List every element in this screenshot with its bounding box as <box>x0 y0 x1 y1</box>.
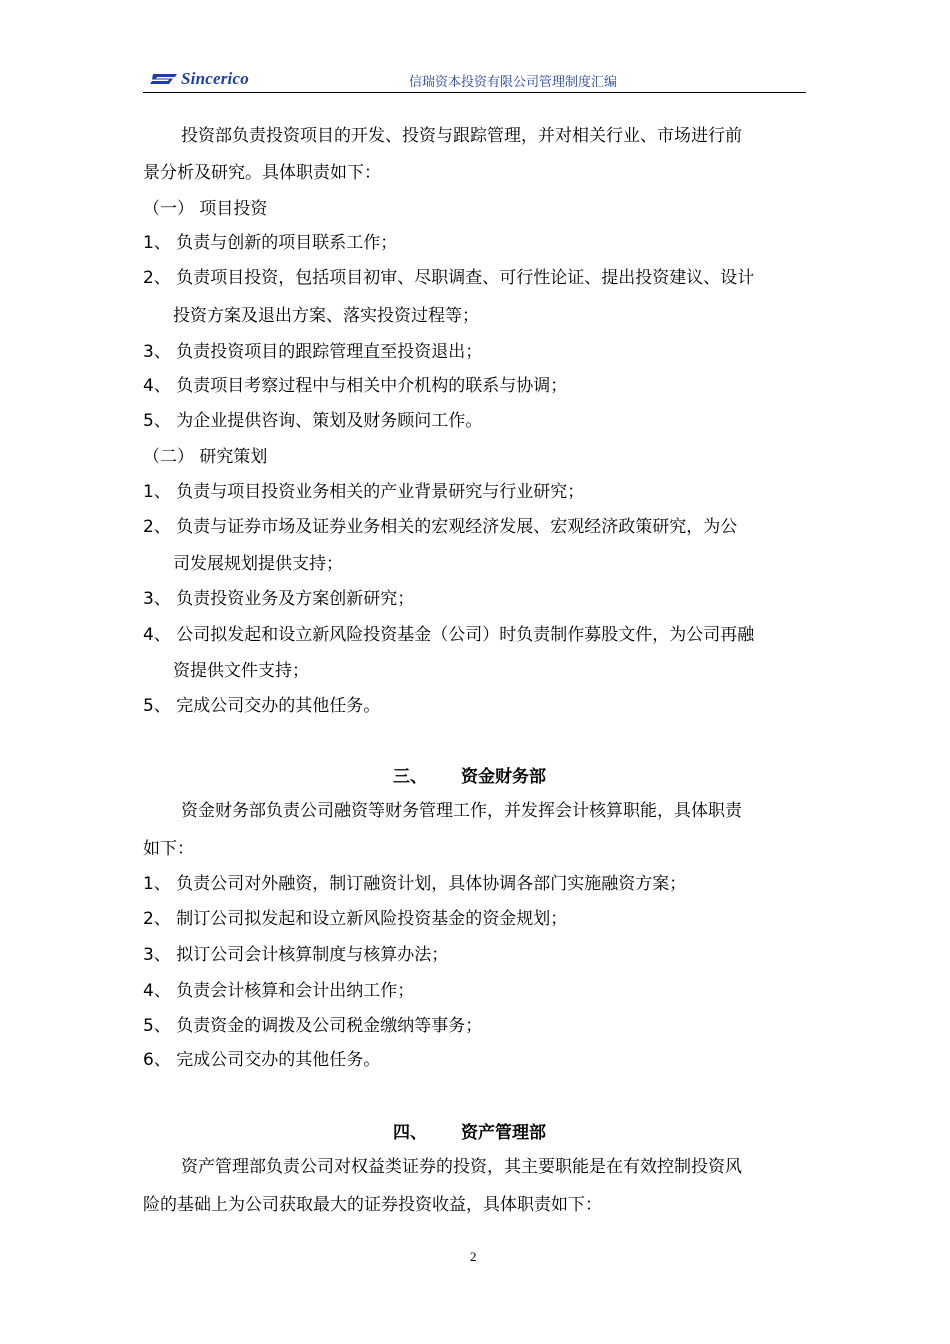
list-item: 3、 负责投资项目的跟踪管理直至投资退出； <box>143 342 483 362</box>
list-item: 4、 公司拟发起和设立新风险投资基金（公司）时负责制作募股文件，为公司再融 <box>143 625 755 645</box>
logo-text: Sincerico <box>181 69 249 88</box>
list-item-continuation: 资提供文件支持； <box>173 661 309 681</box>
section-title: 资金财务部 <box>461 767 546 787</box>
section-title: 资产管理部 <box>461 1123 546 1143</box>
company-logo <box>149 68 249 90</box>
header-title: 信瑞资本投资有限公司管理制度汇编 <box>409 75 618 90</box>
list-item: 1、 负责与项目投资业务相关的产业背景研究与行业研究； <box>143 482 585 502</box>
section-number: 四、 <box>393 1123 427 1143</box>
subheading: （一） 项目投资 <box>143 199 268 219</box>
list-item: 3、 负责投资业务及方案创新研究； <box>143 589 415 609</box>
page-number: 2 <box>470 1249 477 1264</box>
paragraph-line: 资金财务部负责公司融资等财务管理工作，并发挥会计核算职能，具体职责 <box>181 801 742 821</box>
section-heading <box>393 766 546 788</box>
list-item-continuation: 司发展规划提供支持； <box>173 554 343 574</box>
paragraph-line: 险的基础上为公司获取最大的证券投资收益，具体职责如下： <box>143 1195 602 1215</box>
paragraph-line: 如下： <box>143 839 194 859</box>
section-heading <box>393 1122 546 1144</box>
list-item: 1、 负责与创新的项目联系工作； <box>143 233 398 253</box>
list-item: 5、 为企业提供咨询、策划及财务顾问工作。 <box>143 411 483 431</box>
list-item: 5、 负责资金的调拨及公司税金缴纳等事务； <box>143 1016 483 1036</box>
list-item: 3、 拟订公司会计核算制度与核算办法； <box>143 945 449 965</box>
page-header <box>143 66 806 93</box>
paragraph-line: 投资部负责投资项目的开发、投资与跟踪管理，并对相关行业、市场进行前 <box>181 126 742 146</box>
paragraph-line: 景分析及研究。具体职责如下： <box>143 163 381 183</box>
list-item: 2、 负责项目投资，包括项目初审、尽职调查、可行性论证、提出投资建议、设计 <box>143 268 755 288</box>
subheading: （二） 研究策划 <box>143 447 268 467</box>
list-item: 5、 完成公司交办的其他任务。 <box>143 696 381 716</box>
list-item-continuation: 投资方案及退出方案、落实投资过程等； <box>173 306 479 326</box>
section-number: 三、 <box>393 767 427 787</box>
list-item: 4、 负责会计核算和会计出纳工作； <box>143 981 415 1001</box>
list-item: 2、 负责与证券市场及证券业务相关的宏观经济发展、宏观经济政策研究，为公 <box>143 517 738 537</box>
list-item: 2、 制订公司拟发起和设立新风险投资基金的资金规划； <box>143 909 568 929</box>
paragraph-line: 资产管理部负责公司对权益类证券的投资，其主要职能是在有效控制投资风 <box>181 1157 742 1177</box>
list-item: 1、 负责公司对外融资，制订融资计划，具体协调各部门实施融资方案； <box>143 874 687 894</box>
logo-mark-icon <box>149 72 179 86</box>
list-item: 6、 完成公司交办的其他任务。 <box>143 1050 381 1070</box>
list-item: 4、 负责项目考察过程中与相关中介机构的联系与协调； <box>143 376 568 396</box>
